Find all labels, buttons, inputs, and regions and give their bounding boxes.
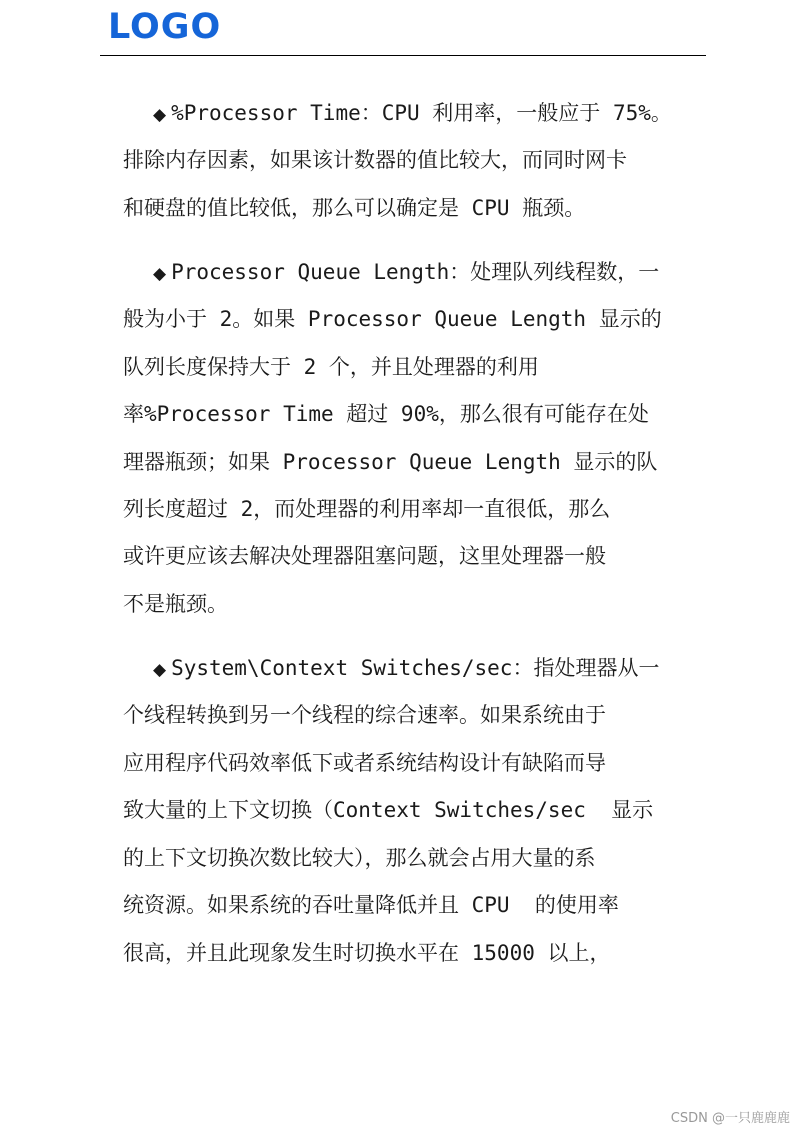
text-line: %Processor Time：CPU 利用率，一般应于 75%。 — [171, 101, 672, 125]
text-line: Processor Queue Length：处理队列线程数，一 — [171, 260, 660, 284]
paragraph-2-line-7: 或许更应该去解决处理器阻塞问题，这里处理器一般 — [123, 544, 606, 568]
paragraph-1-line-3: 和硬盘的值比较低，那么可以确定是 CPU 瓶颈。 — [123, 196, 586, 220]
paragraph-2-line-5: 理器瓶颈；如果 Processor Queue Length 显示的队 — [123, 450, 658, 474]
logo: LOGO — [108, 7, 222, 47]
paragraph-2-line-8: 不是瓶颈。 — [123, 592, 228, 616]
paragraph-2-line-6: 列长度超过 2，而处理器的利用率却一直很低，那么 — [123, 497, 611, 521]
header-divider — [100, 55, 706, 56]
paragraph-3-line-6: 统资源。如果系统的吞吐量降低并且 CPU 的使用率 — [123, 893, 619, 917]
watermark: CSDN @一只鹿鹿鹿 — [670, 1111, 790, 1126]
paragraph-1-line-2: 排除内存因素，如果该计数器的值比较大，而同时网卡 — [123, 148, 627, 172]
paragraph-3-line-7: 很高，并且此现象发生时切换水平在 15000 以上， — [123, 941, 611, 965]
paragraph-2-line-4: 率%Processor Time 超过 90%，那么很有可能存在处 — [123, 402, 649, 426]
paragraph-3-line-3: 应用程序代码效率低下或者系统结构设计有缺陷而导 — [123, 751, 606, 775]
paragraph-2-line-1 — [153, 257, 659, 287]
paragraph-3-line-1 — [153, 653, 659, 683]
paragraph-2-line-3: 队列长度保持大于 2 个，并且处理器的利用 — [123, 355, 539, 379]
paragraph-1-line-1 — [153, 98, 672, 128]
paragraph-3-line-5: 的上下文切换次数比较大），那么就会占用大量的系 — [123, 846, 596, 870]
paragraph-3-line-2: 个线程转换到另一个线程的综合速率。如果系统由于 — [123, 703, 606, 727]
paragraph-3-line-4: 致大量的上下文切换（Context Switches/sec 显示 — [123, 798, 654, 822]
text-line: System\Context Switches/sec：指处理器从一 — [171, 656, 660, 680]
bullet-diamond-icon: ◆ — [153, 105, 167, 125]
bullet-diamond-icon: ◆ — [153, 660, 167, 680]
paragraph-2-line-2: 般为小于 2。如果 Processor Queue Length 显示的 — [123, 307, 662, 331]
bullet-diamond-icon: ◆ — [153, 264, 167, 284]
